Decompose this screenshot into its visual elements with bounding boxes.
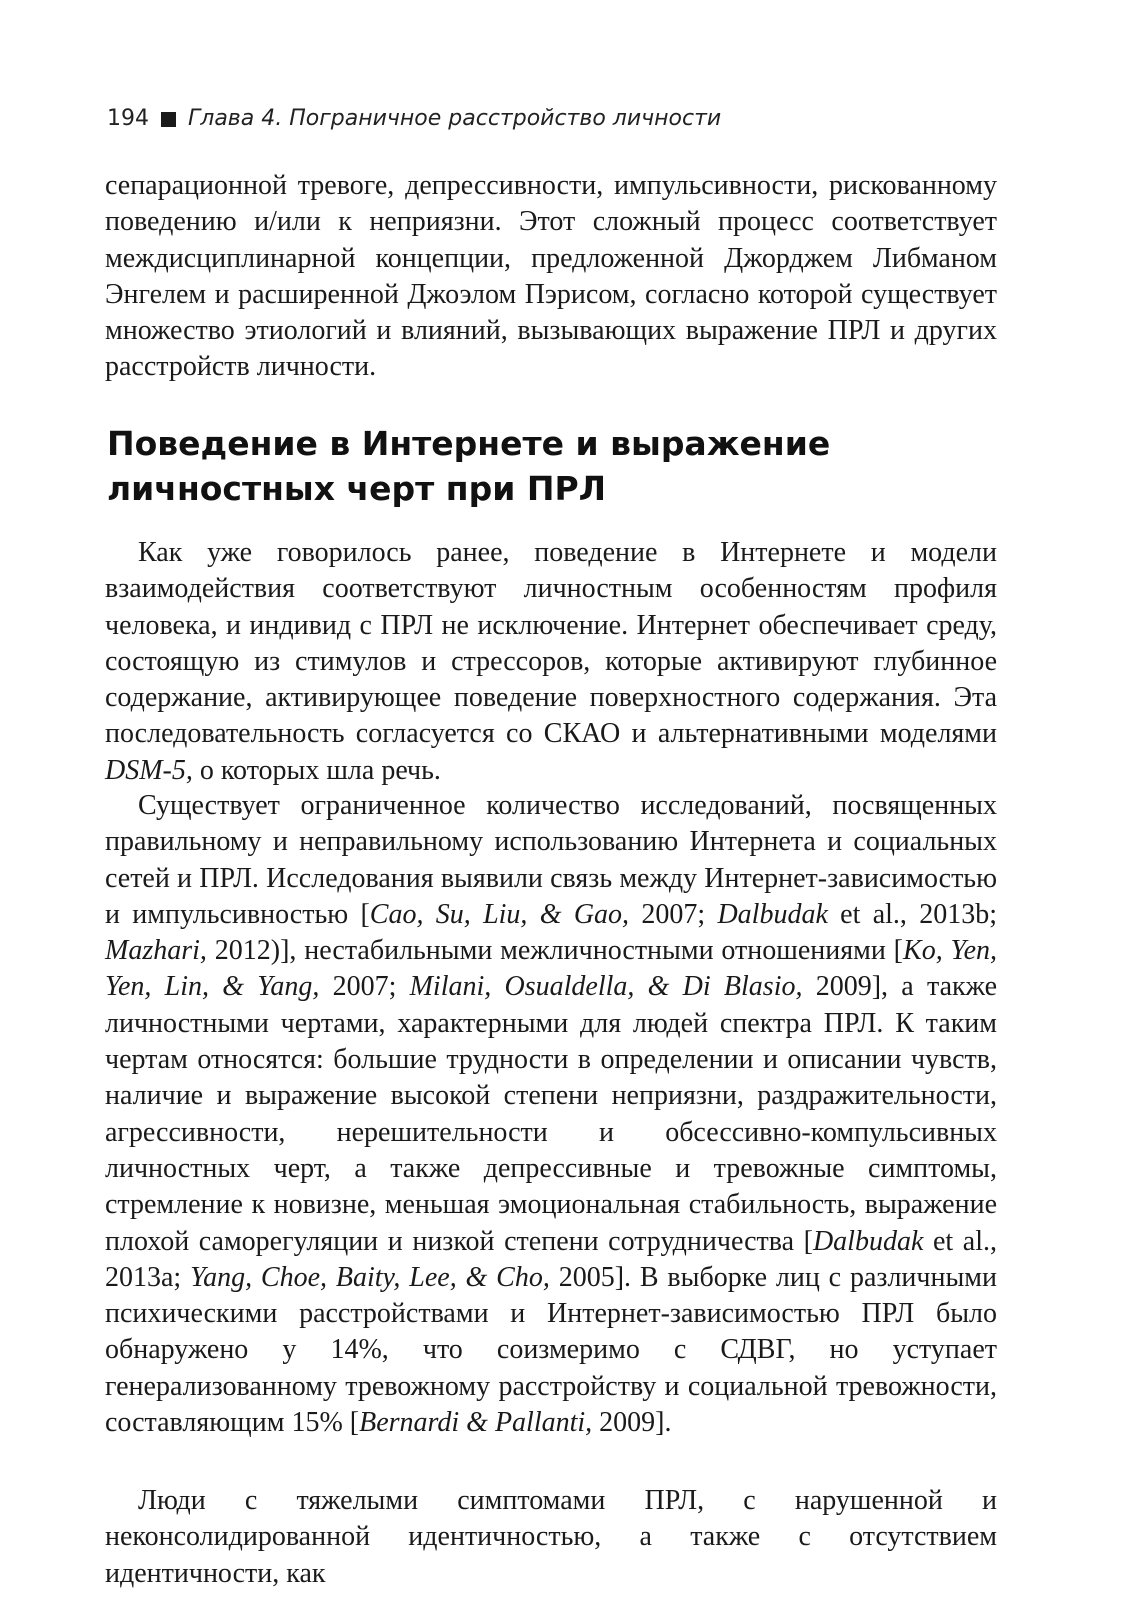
paragraph-text: сепарационной тревоге, депрессивности, импульсивности, рискованному поведению и/или к неприязни. Этот сложный процесс соответствует междисциплинарной концепции, предложенной Джорджем Либманом Энгелем и расширенной Джоэлом Пэрисом, согласно которой существует множество этиологий и влияний, вызывающих выражение ПРЛ и других расстройств личности. xyxy=(105,170,997,383)
running-head xyxy=(107,104,721,134)
intro-paragraph xyxy=(105,168,997,386)
citation: Cao, Su, Liu, & Gao, xyxy=(369,898,630,930)
citation: Bernardi & Pallanti, xyxy=(359,1407,593,1439)
citation: Milani, Osualdella, & Di Blasio, xyxy=(409,971,803,1003)
citation: Dalbudak xyxy=(717,898,828,930)
paragraph-text: Люди с тяжелыми симптомами ПРЛ, с нарушенной и неконсолидированной идентичностью, а также с отсутствием идентичности, как xyxy=(105,1485,997,1589)
citation: Mazhari, xyxy=(105,935,207,967)
dsm-title: DSM-5, xyxy=(105,754,193,786)
square-bullet-icon xyxy=(161,112,176,127)
paragraph-text: Существует ограниченное количество исследований, посвященных правильному и неправильному использованию Интернета и социальных сетей и ПРЛ. Исследования выявили связь между Интернет-зависимостью и импульсивностью [Cao, Su, Liu, & Gao, 2007; Dalbudak et al., 2013b; Mazhari, 2012)], нестабильными межличностными отношениями [Ko, Yen, Yen, Lin, & Yang, 2007; Milani, Osualdella, & Di Blasio, 2009], а также личностными чертами, характерными для людей спектра ПРЛ. К таким чертам относятся: большие трудности в определении и описании чувств, наличие и выражение высокой степени неприязни, раздражительности, агрессивности, нерешительности и обсессивно-компульсивных личностных черт, а также депрессивные и тревожные симптомы, стремление к новизне, меньшая эмоциональная стабильность, выражение плохой саморегуляции и низкой степени сотрудничества [Dalbudak et al., 2013a; Yang, Choe, Baity, Lee, & Cho, 2005]. В выборке лиц с различными психическими расстройствами и Интернет-зависимостью ПРЛ было обнаружено у 14%, что соизмеримо с СДВГ, но уступает генерализованному тревожному расстройству и социальной тревожности, составляющим 15% [Bernardi & Pallanti, 2009]. xyxy=(105,790,997,1439)
paragraph-text: Как уже говорилось ранее, поведение в Интернете и модели взаимодействия соответствуют личностным особенностям профиля человека, и индивид с ПРЛ не исключение. Интернет обеспечивает среду, состоящую из стимулов и стрессоров, которые активируют глубинное содержание, активирующее поведение поверхностного содержания. Эта последовательность согласуется со СКАО и альтернативными моделями DSM-5, о которых шла речь. xyxy=(105,537,997,786)
paragraph-1 xyxy=(105,535,997,789)
paragraph-3 xyxy=(105,1483,997,1592)
citation: Yang, Choe, Baity, Lee, & Cho, xyxy=(190,1261,550,1293)
page-number: 194 xyxy=(107,106,149,131)
citation: Dalbudak xyxy=(812,1225,924,1257)
chapter-title: Глава 4. Пограничное расстройство личности xyxy=(188,106,722,131)
paragraph-2 xyxy=(105,788,997,1441)
citation: Ko, Yen, Yen, Lin, & Yang, xyxy=(105,935,997,1003)
section-heading: Поведение в Интернете и выражение личностных черт при ПРЛ xyxy=(107,424,831,508)
